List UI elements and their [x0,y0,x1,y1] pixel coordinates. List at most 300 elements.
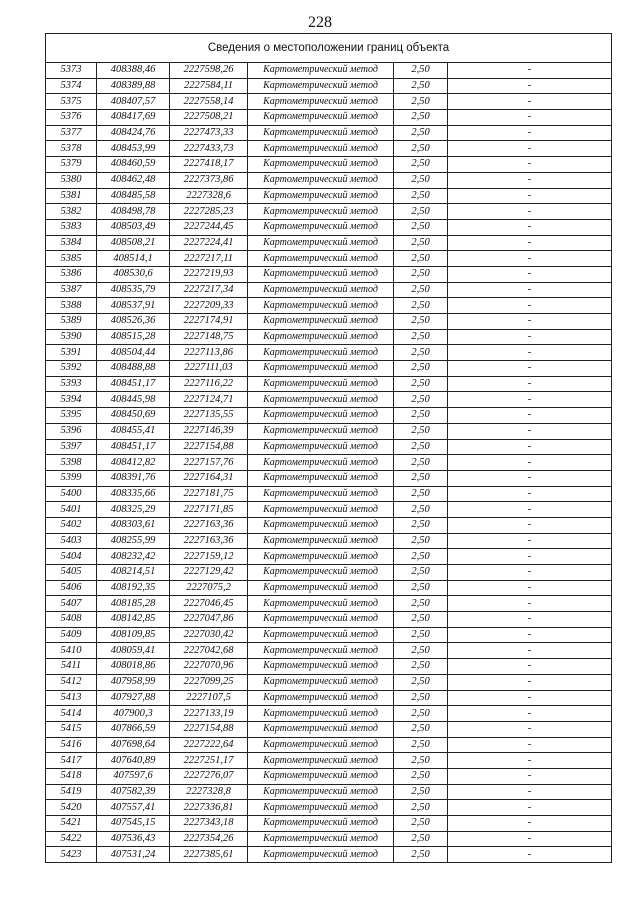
description-cell: - [448,847,612,863]
y-coordinate-cell: 2227558,14 [170,94,248,110]
x-coordinate-cell: 408185,28 [97,596,170,612]
accuracy-cell: 2,50 [394,565,448,581]
table-row [46,706,612,722]
table-row [46,580,612,596]
accuracy-cell: 2,50 [394,235,448,251]
y-coordinate-cell: 2227157,76 [170,455,248,471]
x-coordinate-cell: 408453,99 [97,141,170,157]
method-cell: Картометрический метод [248,204,394,220]
y-coordinate-cell: 2227163,36 [170,517,248,533]
accuracy-cell: 2,50 [394,533,448,549]
accuracy-cell: 2,50 [394,219,448,235]
y-coordinate-cell: 2227244,45 [170,219,248,235]
x-coordinate-cell: 408526,36 [97,314,170,330]
table-row [46,266,612,282]
x-coordinate-cell: 408391,76 [97,470,170,486]
description-cell: - [448,423,612,439]
description-cell: - [448,800,612,816]
x-coordinate-cell: 408445,98 [97,392,170,408]
point-number-cell: 5383 [46,219,97,235]
point-number-cell: 5417 [46,753,97,769]
point-number-cell: 5418 [46,768,97,784]
method-cell: Картометрический метод [248,376,394,392]
table-row [46,737,612,753]
point-number-cell: 5386 [46,266,97,282]
description-cell: - [448,439,612,455]
y-coordinate-cell: 2227113,86 [170,345,248,361]
x-coordinate-cell: 408451,17 [97,439,170,455]
table-row [46,674,612,690]
accuracy-cell: 2,50 [394,800,448,816]
x-coordinate-cell: 408455,41 [97,423,170,439]
x-coordinate-cell: 407927,88 [97,690,170,706]
table-row [46,204,612,220]
description-cell: - [448,314,612,330]
method-cell: Картометрический метод [248,235,394,251]
method-cell: Картометрический метод [248,816,394,832]
table-row [46,251,612,267]
point-number-cell: 5392 [46,361,97,377]
point-number-cell: 5377 [46,125,97,141]
point-number-cell: 5422 [46,831,97,847]
point-number-cell: 5410 [46,643,97,659]
method-cell: Картометрический метод [248,674,394,690]
y-coordinate-cell: 2227276,07 [170,768,248,784]
table-row [46,423,612,439]
method-cell: Картометрический метод [248,847,394,863]
point-number-cell: 5419 [46,784,97,800]
table-row [46,596,612,612]
table-row [46,345,612,361]
method-cell: Картометрический метод [248,627,394,643]
accuracy-cell: 2,50 [394,470,448,486]
method-cell: Картометрический метод [248,282,394,298]
y-coordinate-cell: 2227116,22 [170,376,248,392]
accuracy-cell: 2,50 [394,549,448,565]
description-cell: - [448,110,612,126]
accuracy-cell: 2,50 [394,721,448,737]
description-cell: - [448,737,612,753]
x-coordinate-cell: 408325,29 [97,502,170,518]
method-cell: Картометрический метод [248,768,394,784]
accuracy-cell: 2,50 [394,643,448,659]
accuracy-cell: 2,50 [394,345,448,361]
table-row [46,392,612,408]
description-cell: - [448,831,612,847]
method-cell: Картометрический метод [248,470,394,486]
y-coordinate-cell: 2227181,75 [170,486,248,502]
x-coordinate-cell: 408109,85 [97,627,170,643]
point-number-cell: 5394 [46,392,97,408]
table-row [46,690,612,706]
table-row [46,282,612,298]
accuracy-cell: 2,50 [394,486,448,502]
accuracy-cell: 2,50 [394,361,448,377]
table-row [46,361,612,377]
accuracy-cell: 2,50 [394,439,448,455]
x-coordinate-cell: 408417,69 [97,110,170,126]
y-coordinate-cell: 2227598,26 [170,63,248,79]
method-cell: Картометрический метод [248,172,394,188]
x-coordinate-cell: 408388,46 [97,63,170,79]
description-cell: - [448,721,612,737]
y-coordinate-cell: 2227336,81 [170,800,248,816]
y-coordinate-cell: 2227217,11 [170,251,248,267]
method-cell: Картометрический метод [248,392,394,408]
point-number-cell: 5420 [46,800,97,816]
y-coordinate-cell: 2227124,71 [170,392,248,408]
y-coordinate-cell: 2227099,25 [170,674,248,690]
x-coordinate-cell: 408462,48 [97,172,170,188]
x-coordinate-cell: 408504,44 [97,345,170,361]
x-coordinate-cell: 408485,58 [97,188,170,204]
description-cell: - [448,643,612,659]
y-coordinate-cell: 2227222,64 [170,737,248,753]
method-cell: Картометрический метод [248,517,394,533]
description-cell: - [448,204,612,220]
point-number-cell: 5381 [46,188,97,204]
x-coordinate-cell: 408488,88 [97,361,170,377]
point-number-cell: 5416 [46,737,97,753]
method-cell: Картометрический метод [248,737,394,753]
table-row [46,63,612,79]
x-coordinate-cell: 407597,6 [97,768,170,784]
method-cell: Картометрический метод [248,612,394,628]
point-number-cell: 5384 [46,235,97,251]
table-row [46,549,612,565]
accuracy-cell: 2,50 [394,94,448,110]
method-cell: Картометрический метод [248,690,394,706]
point-number-cell: 5398 [46,455,97,471]
method-cell: Картометрический метод [248,110,394,126]
table-row [46,831,612,847]
method-cell: Картометрический метод [248,753,394,769]
method-cell: Картометрический метод [248,63,394,79]
accuracy-cell: 2,50 [394,502,448,518]
accuracy-cell: 2,50 [394,298,448,314]
x-coordinate-cell: 408450,69 [97,408,170,424]
point-number-cell: 5403 [46,533,97,549]
method-cell: Картометрический метод [248,251,394,267]
y-coordinate-cell: 2227343,18 [170,816,248,832]
description-cell: - [448,486,612,502]
y-coordinate-cell: 2227159,12 [170,549,248,565]
x-coordinate-cell: 408018,86 [97,659,170,675]
y-coordinate-cell: 2227209,33 [170,298,248,314]
description-cell: - [448,141,612,157]
y-coordinate-cell: 2227328,8 [170,784,248,800]
x-coordinate-cell: 407866,59 [97,721,170,737]
point-number-cell: 5374 [46,78,97,94]
x-coordinate-cell: 408515,28 [97,329,170,345]
accuracy-cell: 2,50 [394,172,448,188]
table-row [46,847,612,863]
accuracy-cell: 2,50 [394,282,448,298]
table-title-row [46,34,612,63]
table-row [46,470,612,486]
table-title: Сведения о местоположении границ объекта [46,34,612,63]
table-row [46,157,612,173]
point-number-cell: 5401 [46,502,97,518]
point-number-cell: 5396 [46,423,97,439]
description-cell: - [448,266,612,282]
method-cell: Картометрический метод [248,298,394,314]
table-row [46,659,612,675]
x-coordinate-cell: 407698,64 [97,737,170,753]
y-coordinate-cell: 2227146,39 [170,423,248,439]
x-coordinate-cell: 408335,66 [97,486,170,502]
method-cell: Картометрический метод [248,643,394,659]
y-coordinate-cell: 2227042,68 [170,643,248,659]
method-cell: Картометрический метод [248,157,394,173]
point-number-cell: 5400 [46,486,97,502]
y-coordinate-cell: 2227174,91 [170,314,248,330]
description-cell: - [448,612,612,628]
y-coordinate-cell: 2227219,93 [170,266,248,282]
x-coordinate-cell: 408537,91 [97,298,170,314]
x-coordinate-cell: 408498,78 [97,204,170,220]
accuracy-cell: 2,50 [394,517,448,533]
x-coordinate-cell: 408412,82 [97,455,170,471]
description-cell: - [448,172,612,188]
accuracy-cell: 2,50 [394,423,448,439]
y-coordinate-cell: 2227224,41 [170,235,248,251]
accuracy-cell: 2,50 [394,125,448,141]
description-cell: - [448,517,612,533]
description-cell: - [448,298,612,314]
y-coordinate-cell: 2227433,73 [170,141,248,157]
method-cell: Картометрический метод [248,423,394,439]
point-number-cell: 5415 [46,721,97,737]
table-row [46,455,612,471]
description-cell: - [448,627,612,643]
accuracy-cell: 2,50 [394,63,448,79]
method-cell: Картометрический метод [248,188,394,204]
point-number-cell: 5412 [46,674,97,690]
description-cell: - [448,596,612,612]
accuracy-cell: 2,50 [394,674,448,690]
point-number-cell: 5402 [46,517,97,533]
y-coordinate-cell: 2227133,19 [170,706,248,722]
table-row [46,517,612,533]
x-coordinate-cell: 407531,24 [97,847,170,863]
description-cell: - [448,125,612,141]
x-coordinate-cell: 408535,79 [97,282,170,298]
accuracy-cell: 2,50 [394,376,448,392]
point-number-cell: 5379 [46,157,97,173]
x-coordinate-cell: 408255,99 [97,533,170,549]
accuracy-cell: 2,50 [394,784,448,800]
accuracy-cell: 2,50 [394,392,448,408]
description-cell: - [448,565,612,581]
y-coordinate-cell: 2227030,42 [170,627,248,643]
description-cell: - [448,282,612,298]
x-coordinate-cell: 407557,41 [97,800,170,816]
x-coordinate-cell: 408303,61 [97,517,170,533]
x-coordinate-cell: 407545,15 [97,816,170,832]
description-cell: - [448,408,612,424]
accuracy-cell: 2,50 [394,659,448,675]
method-cell: Картометрический метод [248,94,394,110]
description-cell: - [448,392,612,408]
x-coordinate-cell: 408389,88 [97,78,170,94]
y-coordinate-cell: 2227135,55 [170,408,248,424]
method-cell: Картометрический метод [248,455,394,471]
table-row [46,141,612,157]
y-coordinate-cell: 2227111,03 [170,361,248,377]
page-number: 228 [308,14,332,31]
description-cell: - [448,235,612,251]
accuracy-cell: 2,50 [394,266,448,282]
y-coordinate-cell: 2227508,21 [170,110,248,126]
x-coordinate-cell: 408232,42 [97,549,170,565]
method-cell: Картометрический метод [248,549,394,565]
x-coordinate-cell: 408451,17 [97,376,170,392]
x-coordinate-cell: 408214,51 [97,565,170,581]
point-number-cell: 5378 [46,141,97,157]
method-cell: Картометрический метод [248,659,394,675]
y-coordinate-cell: 2227285,23 [170,204,248,220]
y-coordinate-cell: 2227047,86 [170,612,248,628]
y-coordinate-cell: 2227373,86 [170,172,248,188]
point-number-cell: 5411 [46,659,97,675]
description-cell: - [448,251,612,267]
method-cell: Картометрический метод [248,408,394,424]
method-cell: Картометрический метод [248,831,394,847]
table-row [46,314,612,330]
table-row [46,172,612,188]
description-cell: - [448,78,612,94]
point-number-cell: 5409 [46,627,97,643]
accuracy-cell: 2,50 [394,847,448,863]
y-coordinate-cell: 2227473,33 [170,125,248,141]
description-cell: - [448,549,612,565]
point-number-cell: 5390 [46,329,97,345]
y-coordinate-cell: 2227154,88 [170,721,248,737]
table-row [46,78,612,94]
y-coordinate-cell: 2227217,34 [170,282,248,298]
y-coordinate-cell: 2227129,42 [170,565,248,581]
table-row [46,408,612,424]
y-coordinate-cell: 2227328,6 [170,188,248,204]
description-cell: - [448,63,612,79]
table-row [46,219,612,235]
description-cell: - [448,94,612,110]
point-number-cell: 5399 [46,470,97,486]
table-row [46,784,612,800]
method-cell: Картометрический метод [248,502,394,518]
accuracy-cell: 2,50 [394,690,448,706]
table-row [46,800,612,816]
description-cell: - [448,659,612,675]
accuracy-cell: 2,50 [394,141,448,157]
point-number-cell: 5391 [46,345,97,361]
x-coordinate-cell: 407536,43 [97,831,170,847]
y-coordinate-cell: 2227107,5 [170,690,248,706]
accuracy-cell: 2,50 [394,627,448,643]
table-row [46,298,612,314]
table-row [46,816,612,832]
x-coordinate-cell: 407582,39 [97,784,170,800]
method-cell: Картометрический метод [248,784,394,800]
description-cell: - [448,157,612,173]
table-row [46,486,612,502]
table-row [46,533,612,549]
description-cell: - [448,816,612,832]
point-number-cell: 5421 [46,816,97,832]
x-coordinate-cell: 408424,76 [97,125,170,141]
table-row [46,612,612,628]
point-number-cell: 5413 [46,690,97,706]
description-cell: - [448,455,612,471]
x-coordinate-cell: 408503,49 [97,219,170,235]
y-coordinate-cell: 2227148,75 [170,329,248,345]
accuracy-cell: 2,50 [394,329,448,345]
y-coordinate-cell: 2227075,2 [170,580,248,596]
y-coordinate-cell: 2227164,31 [170,470,248,486]
table-row [46,768,612,784]
table-row [46,627,612,643]
table-row [46,94,612,110]
y-coordinate-cell: 2227418,17 [170,157,248,173]
x-coordinate-cell: 408530,6 [97,266,170,282]
method-cell: Картометрический метод [248,565,394,581]
method-cell: Картометрический метод [248,266,394,282]
method-cell: Картометрический метод [248,439,394,455]
accuracy-cell: 2,50 [394,737,448,753]
y-coordinate-cell: 2227070,96 [170,659,248,675]
method-cell: Картометрический метод [248,706,394,722]
method-cell: Картометрический метод [248,800,394,816]
description-cell: - [448,329,612,345]
accuracy-cell: 2,50 [394,596,448,612]
method-cell: Картометрический метод [248,219,394,235]
x-coordinate-cell: 408142,85 [97,612,170,628]
table-row [46,643,612,659]
y-coordinate-cell: 2227385,61 [170,847,248,863]
x-coordinate-cell: 408508,21 [97,235,170,251]
point-number-cell: 5408 [46,612,97,628]
description-cell: - [448,674,612,690]
description-cell: - [448,768,612,784]
description-cell: - [448,219,612,235]
method-cell: Картометрический метод [248,141,394,157]
method-cell: Картометрический метод [248,580,394,596]
description-cell: - [448,376,612,392]
accuracy-cell: 2,50 [394,408,448,424]
point-number-cell: 5397 [46,439,97,455]
accuracy-cell: 2,50 [394,455,448,471]
table-row [46,721,612,737]
method-cell: Картометрический метод [248,78,394,94]
description-cell: - [448,470,612,486]
point-number-cell: 5423 [46,847,97,863]
point-number-cell: 5382 [46,204,97,220]
method-cell: Картометрический метод [248,596,394,612]
accuracy-cell: 2,50 [394,157,448,173]
y-coordinate-cell: 2227163,36 [170,533,248,549]
point-number-cell: 5375 [46,94,97,110]
description-cell: - [448,784,612,800]
table-row [46,110,612,126]
description-cell: - [448,706,612,722]
point-number-cell: 5393 [46,376,97,392]
x-coordinate-cell: 408460,59 [97,157,170,173]
method-cell: Картометрический метод [248,486,394,502]
table-row [46,753,612,769]
description-cell: - [448,533,612,549]
point-number-cell: 5376 [46,110,97,126]
